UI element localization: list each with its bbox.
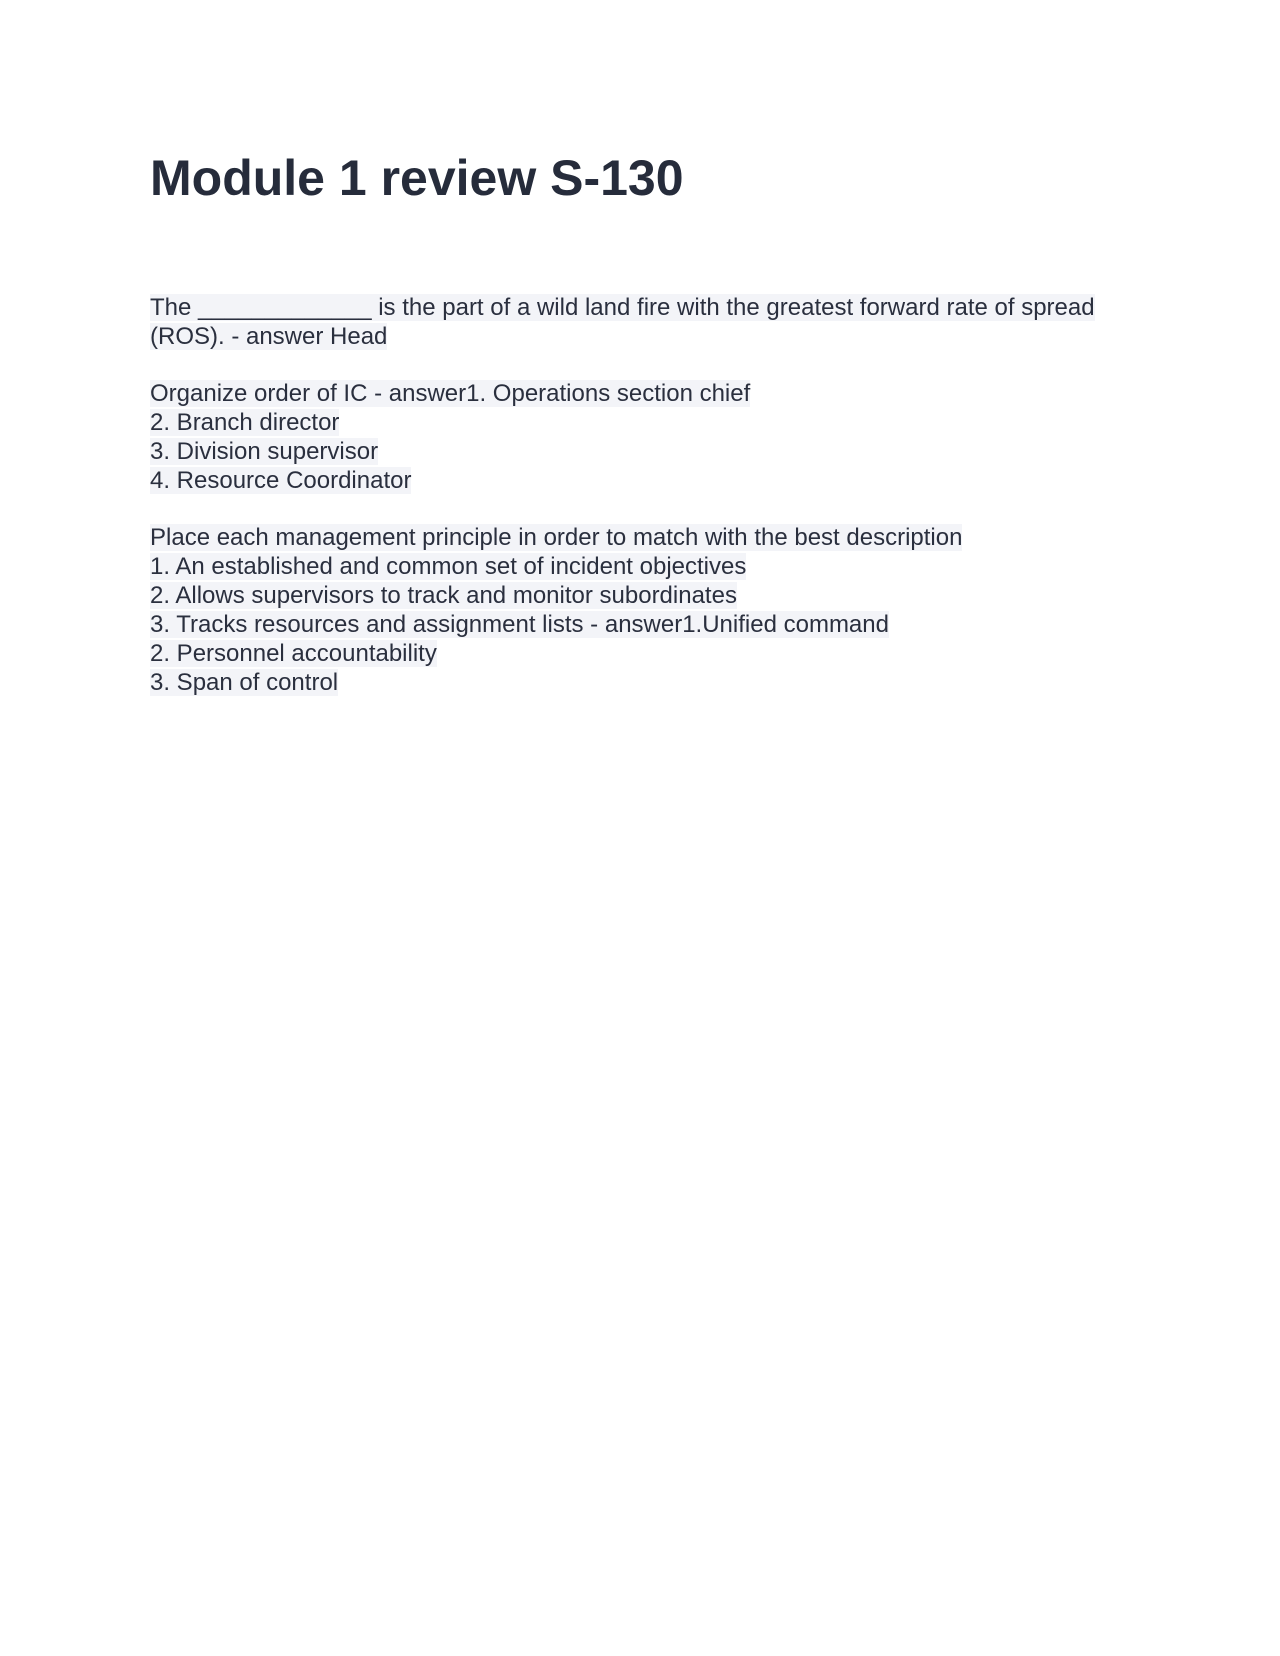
question-2	[150, 379, 1130, 495]
question-2-line: 3. Division supervisor	[150, 438, 379, 465]
document-content	[150, 293, 1130, 725]
question-3-line: 1. An established and common set of incident objectives	[150, 553, 747, 580]
question-3-line: Place each management principle in order to match with the best description	[150, 524, 963, 551]
question-3-line: 2. Allows supervisors to track and monitor subordinates	[150, 582, 737, 609]
document-title: Module 1 review S-130	[150, 150, 684, 206]
question-2-line: 4. Resource Coordinator	[150, 467, 412, 494]
question-3-line: 3. Tracks resources and assignment lists - answer1.Unified command	[150, 611, 889, 638]
question-3-line: 2. Personnel accountability	[150, 640, 437, 667]
question-2-line: Organize order of IC - answer1. Operations section chief	[150, 380, 751, 407]
question-1-line-1: The _____________ is the part of a wild land fire with the greatest forward rate of spread	[150, 294, 1095, 321]
question-1-line-2: (ROS). - answer Head	[150, 323, 388, 350]
question-3	[150, 523, 1130, 697]
question-2-line: 2. Branch director	[150, 409, 340, 436]
question-1	[150, 293, 1130, 351]
question-3-line: 3. Span of control	[150, 669, 339, 696]
